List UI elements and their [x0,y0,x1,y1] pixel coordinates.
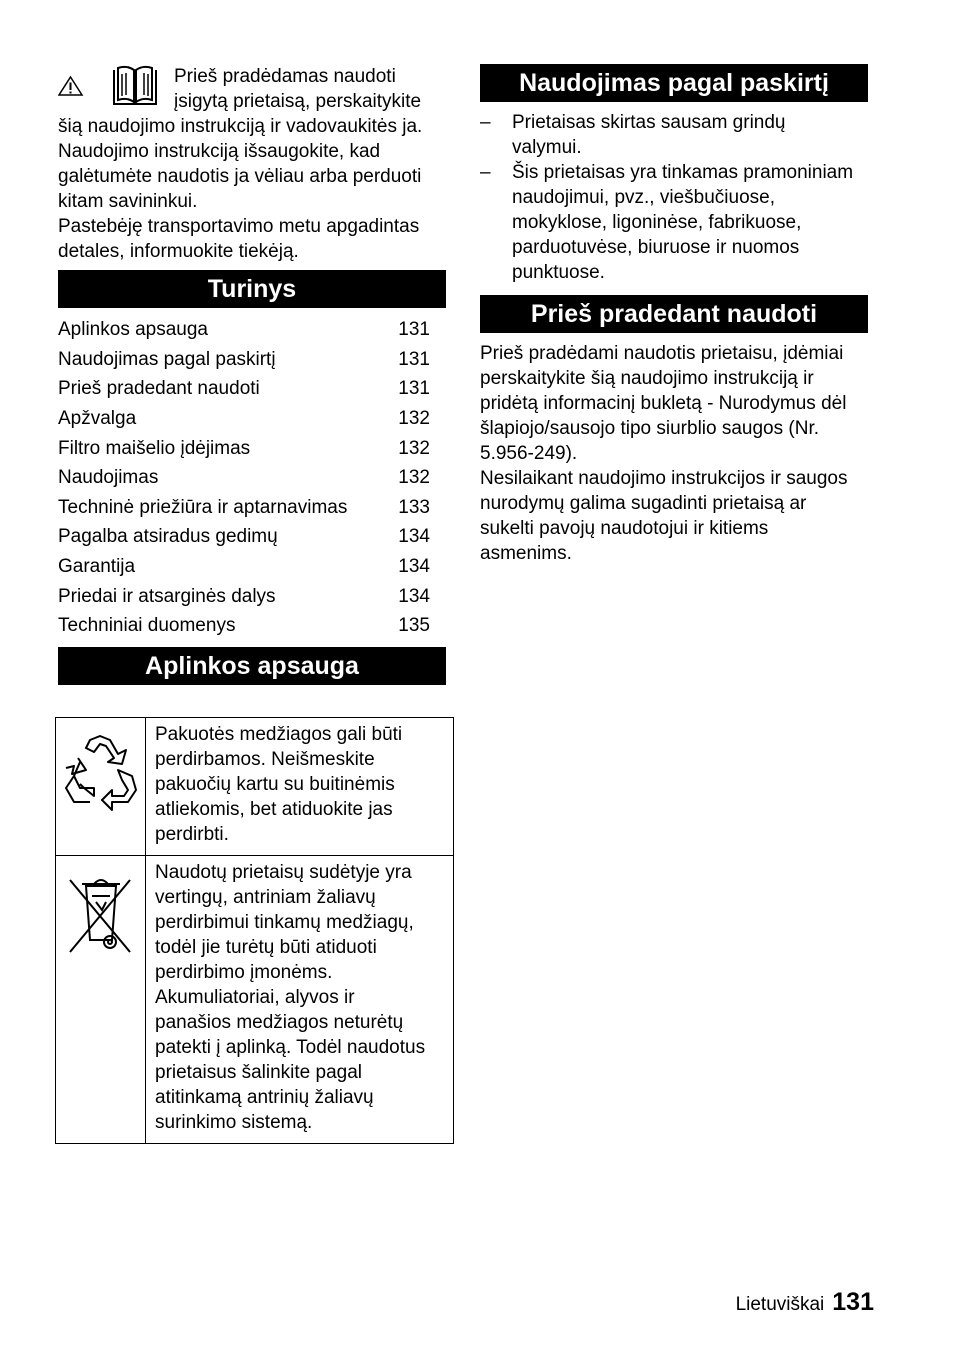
list-item-line: mokyklose, ligoninėse, fabrikuose, [512,212,802,233]
list-item-line: Šis prietaisas yra tinkamas pramoniniam [512,162,854,183]
text-cell [146,856,454,1144]
table-text-line: prietaisus šalinkite pagal [155,1062,363,1083]
toc-item-title: Prieš pradedant naudoti [58,378,260,400]
intro-line: detales, informuokite tiekėją. [58,241,299,262]
before-use-line: šlapiojo/sausojo tipo siurblio saugos (Nr. [480,418,820,439]
list-item [480,110,880,160]
toc-item[interactable] [58,315,430,345]
toc-item-title: Priedai ir atsarginės dalys [58,585,276,607]
bullet-dash: – [480,162,491,183]
toc-item-page: 134 [398,526,430,548]
table-text-line: perdirbamos. Neišmeskite [155,749,375,770]
table-text-line: panašios medžiagos neturėtų [155,1012,404,1033]
footer-language: Lietuviškai [735,1294,825,1315]
toc-item-page: 131 [398,319,430,341]
environment-table [55,717,454,1144]
table-text-line: todėl jie turėtų būti atiduoti [155,937,377,958]
intro-line: Naudojimo instrukciją išsaugokite, kad [58,141,381,162]
text-cell [146,718,454,856]
toc-item[interactable] [58,581,430,611]
toc-item-title: Naudojimas pagal paskirtį [58,348,276,370]
toc-item-page: 132 [398,408,430,430]
before-use-line: Prieš pradėdami naudotis prietaisu, įdėmiai [480,343,844,364]
toc-item[interactable] [58,611,430,641]
table-text-line: Pakuotės medžiagos gali būti [155,724,403,745]
recycling-icon [56,718,145,818]
list-item-line: parduotuvėse, biuruose ir nuomos [512,237,800,258]
toc-item-title: Techniniai duomenys [58,615,236,637]
table-text-line: atliekomis, bet atiduokite jas [155,799,393,820]
list-item-line: punktuose. [512,262,605,283]
intro-line: Prieš pradėdamas naudoti [174,66,396,87]
icon-cell [56,718,146,856]
toc-item-page: 131 [398,348,430,370]
toc-item[interactable] [58,433,430,463]
table-text-line: vertingų, antriniam žaliavų [155,887,376,908]
table-text-line: atitinkamą antrinių žaliavų [155,1087,374,1108]
before-use-heading: Prieš pradedant naudoti [480,295,868,333]
toc-item[interactable] [58,522,430,552]
table-text-line: pakuočių kartu su buitinėmis [155,774,395,795]
toc-item[interactable] [58,552,430,582]
toc-item-title: Techninė priežiūra ir aptarnavimas [58,496,348,518]
intro-line: Pastebėję transportavimo metu apgadintas [58,216,420,237]
usage-list [480,110,880,285]
before-use-line: nurodymų galima sugadinti prietaisą ar [480,493,807,514]
toc-item-page: 133 [398,496,430,518]
toc-item-title: Aplinkos apsauga [58,319,208,341]
toc-item-title: Garantija [58,556,136,578]
before-use-line: pridėtą informacinį bukletą - Nurodymus dėl [480,393,847,414]
toc-item-page: 132 [398,467,430,489]
toc-item[interactable] [58,404,430,434]
before-use-line: sukelti pavojų naudotojui ir kitiems [480,518,769,539]
before-use-line: asmenims. [480,543,572,564]
intro-line: įsigytą prietaisą, perskaitykite [174,91,422,112]
toc-item[interactable] [58,374,430,404]
usage-heading: Naudojimas pagal paskirtį [480,64,868,102]
table-text-line: Naudotų prietaisų sudėtyje yra [155,862,412,883]
page-number: 131 [832,1288,874,1316]
icon-cell [56,856,146,1144]
intro-paragraph [58,64,450,264]
table-text-line: perdirbimo įmonėms. [155,962,333,983]
toc-heading: Turinys [58,270,446,308]
before-use-line: perskaitykite šią naudojimo instrukciją ir [480,368,814,389]
environment-heading: Aplinkos apsauga [58,647,446,685]
intro-line: kitam savininkui. [58,191,198,212]
toc-item[interactable] [58,493,430,523]
table-row [56,718,454,856]
table-text-line: surinkimo sistemą. [155,1112,313,1133]
intro-line: galėtumėte naudotis ja vėliau arba perduoti [58,166,422,187]
table-of-contents [58,315,430,641]
list-item-line: valymui. [512,137,582,158]
toc-item-title: Apžvalga [58,408,137,430]
before-use-line: 5.956-249). [480,443,578,464]
list-item-line: naudojimui, pvz., viešbučiuose, [512,187,775,208]
toc-item[interactable] [58,463,430,493]
toc-item-title: Filtro maišelio įdėjimas [58,437,251,459]
crossed-bin-icon [56,856,145,966]
bullet-dash: – [480,112,491,133]
toc-item[interactable] [58,345,430,375]
list-item [480,160,880,285]
table-text-line: Akumuliatoriai, alyvos ir [155,987,355,1008]
toc-item-page: 135 [398,615,430,637]
toc-item-page: 132 [398,437,430,459]
list-item-line: Prietaisas skirtas sausam grindų [512,112,786,133]
before-use-paragraph [480,341,880,566]
table-text-line: patekti į aplinką. Todėl naudotus [155,1037,426,1058]
toc-item-page: 134 [398,556,430,578]
intro-line: šią naudojimo instrukciją ir vadovaukitės ja. [58,116,423,137]
toc-item-title: Pagalba atsiradus gedimų [58,526,278,548]
table-text-line: perdirbti. [155,824,229,845]
toc-item-page: 131 [398,378,430,400]
table-text-line: perdirbimui tinkamų medžiagų, [155,912,414,933]
before-use-line: Nesilaikant naudojimo instrukcijos ir saugos [480,468,848,489]
toc-item-page: 134 [398,585,430,607]
table-row [56,856,454,1144]
page-footer [736,1290,874,1317]
toc-item-title: Naudojimas [58,467,159,489]
